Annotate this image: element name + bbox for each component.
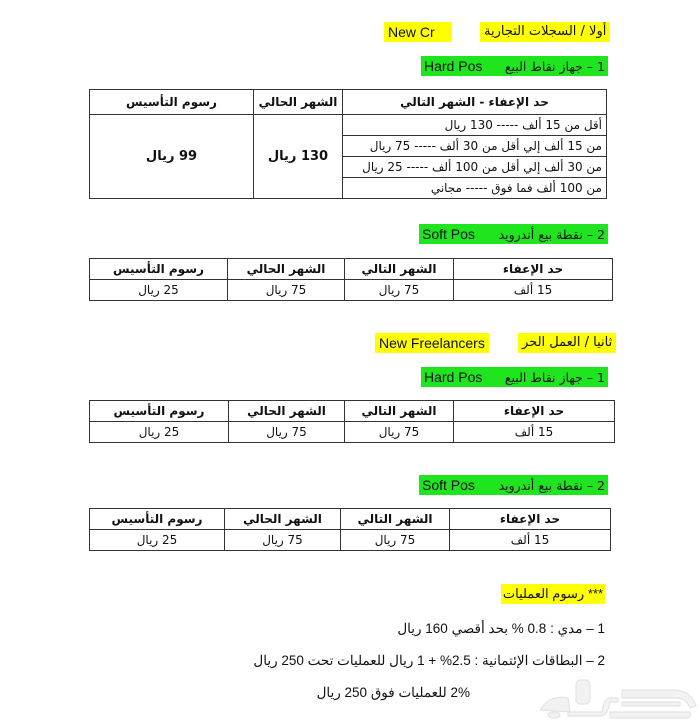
cell-setup-fee: 25 ريال: [90, 280, 228, 301]
header-setup-fee: رسوم التأسيس: [90, 259, 228, 280]
header-current-month: الشهر الحالي: [229, 401, 345, 422]
header-current-month: الشهر الحالي: [225, 509, 341, 530]
haraj-logo-watermark-icon: [540, 672, 700, 722]
header-current-month: الشهر الحالي: [228, 259, 345, 280]
section1-hardpos-label: [421, 56, 608, 76]
softpos-ar: 2 – نقطة بيع أندرويد: [498, 226, 605, 242]
cell-exemption: 15 ألف: [454, 422, 615, 443]
section2-hardpos-label: [421, 367, 608, 387]
operations-line-credit: 2 – البطاقات الإئتمانية : 2.5% + 1 ريال للعمليات تحت 250 ريال: [253, 653, 605, 668]
operations-line-credit-over: 2% للعمليات فوق 250 ريال: [316, 685, 470, 700]
header-setup-fee: رسوم التأسيس: [90, 90, 254, 115]
hardpos-en: Hard Pos: [424, 58, 483, 74]
header-exemption: حد الإعفاء: [454, 401, 615, 422]
header-setup-fee: رسوم التأسيس: [90, 509, 225, 530]
cell-next-month: 75 ريال: [341, 530, 450, 551]
operations-line-mada: 1 – مدي : 0.8 % بحد أقصي 160 ريال: [397, 621, 605, 636]
hardpos-ar: 1 – جهاز نقاط البيع: [504, 58, 605, 74]
softpos-en: Soft Pos: [422, 477, 475, 493]
header-next-month: الشهر التالي: [345, 259, 454, 280]
section2-softpos-table: [89, 508, 611, 551]
cell-current-month: 75 ريال: [228, 280, 345, 301]
softpos-en: Soft Pos: [422, 226, 475, 242]
cell-setup-fee: 25 ريال: [90, 422, 229, 443]
section1-softpos-label: [419, 224, 608, 244]
header-setup-fee: رسوم التأسيس: [90, 401, 229, 422]
header-next-month: الشهر التالي: [345, 401, 454, 422]
header-exemption-next-month: حد الإعفاء - الشهر التالي: [343, 90, 607, 115]
section2-title-ar: ثانيا / العمل الحر: [518, 333, 616, 353]
section1-softpos-table: [89, 258, 613, 301]
header-current-month: الشهر الحالي: [254, 90, 343, 115]
hardpos-ar: 1 – جهاز نقاط البيع: [504, 369, 605, 385]
cell-current-month: 75 ريال: [229, 422, 345, 443]
header-exemption: حد الإعفاء: [450, 509, 611, 530]
header-exemption: حد الإعفاء: [454, 259, 613, 280]
tier-row: من 30 ألف إلي أقل من 100 ألف ----- 25 ريال: [343, 157, 607, 178]
section2-softpos-label: [419, 475, 608, 495]
cell-setup-fee: 25 ريال: [90, 530, 225, 551]
tier-row: أقل من 15 ألف ----- 130 ريال: [343, 115, 607, 136]
tier-row: من 100 ألف فما فوق ----- مجاني: [343, 178, 607, 199]
cell-exemption: 15 ألف: [454, 280, 613, 301]
setup-fee-value: 99 ريال: [90, 115, 254, 199]
section2-title-en: New Freelancers: [375, 333, 489, 353]
section1-title-ar: أولا / السجلات التجارية: [480, 22, 610, 42]
operations-title: *** رسوم العمليات: [501, 584, 605, 604]
current-month-value: 130 ريال: [254, 115, 343, 199]
tier-row: من 15 ألف إلي أقل من 30 ألف ----- 75 ريال: [343, 136, 607, 157]
softpos-ar: 2 – نقطة بيع أندرويد: [498, 477, 605, 493]
header-next-month: الشهر التالي: [341, 509, 450, 530]
cell-exemption: 15 ألف: [450, 530, 611, 551]
cell-current-month: 75 ريال: [225, 530, 341, 551]
cell-next-month: 75 ريال: [345, 280, 454, 301]
section2-hardpos-table: [89, 400, 615, 443]
section1-hardpos-table: [89, 89, 607, 199]
section1-title-en: New Cr: [384, 22, 452, 42]
hardpos-en: Hard Pos: [424, 369, 483, 385]
cell-next-month: 75 ريال: [345, 422, 454, 443]
